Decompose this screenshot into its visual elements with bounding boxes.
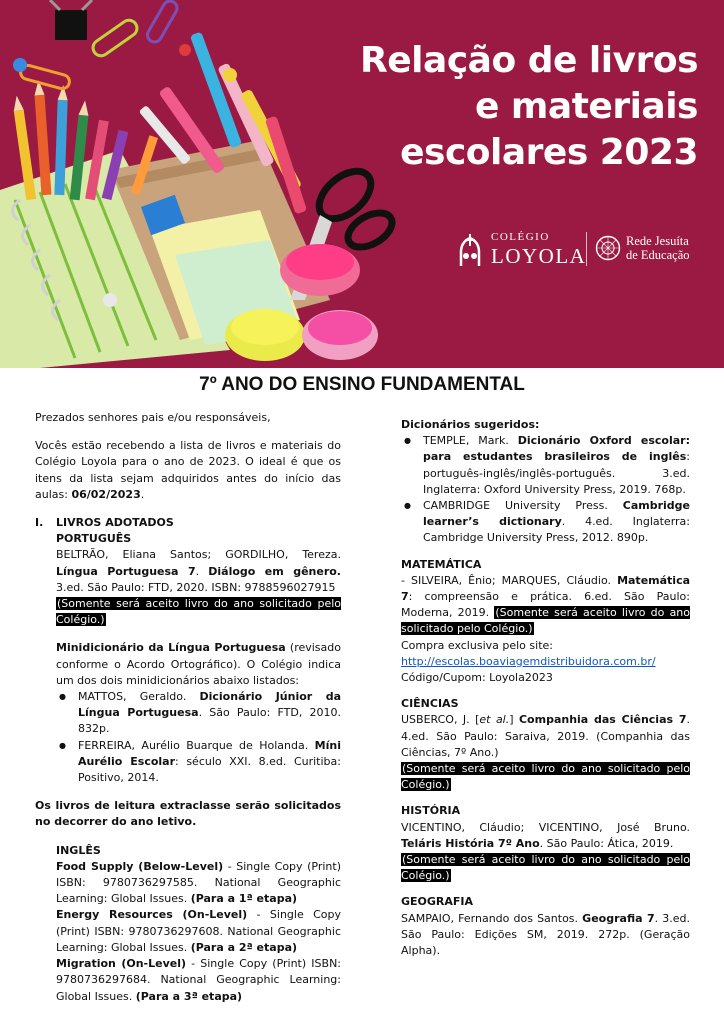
grade-heading: 7º ANO DO ENSINO FUNDAMENTAL <box>199 374 525 395</box>
list-item: ● TEMPLE, Mark. Dicionário Oxford escolar: para estudantes brasileiros de inglês: português-inglês/inglês-português. 3.ed. Inglaterra: Oxford University Press, 2019. 768p. <box>401 433 690 498</box>
logos <box>455 228 717 272</box>
bookstore-link[interactable]: http://escolas.boaviagemdistribuidora.com.br/ <box>401 654 656 668</box>
portugues-title: PORTUGUÊS <box>56 532 132 546</box>
greeting: Prezados senhores pais e/ou responsáveis, <box>35 411 271 424</box>
geografia-title: GEOGRAFIA <box>401 895 474 909</box>
reading-note: Os livros de leitura extraclasse serão solicitados no decorrer do ano letivo. <box>35 799 341 829</box>
dicionarios-sugeridos-list <box>401 433 690 546</box>
minidicionario-paragraph: Minidicionário da Língua Portuguesa (revisado conforme o Acordo Ortográfico). O Colégio indica um dos dois minidicionários abaixo listados: <box>56 641 341 687</box>
ciencias-title: CIÊNCIAS <box>401 697 459 711</box>
portugues-note: (Somente será aceito livro do ano solicitado pelo Colégio.) <box>56 597 341 627</box>
list-item: ● MATTOS, Geraldo. Dicionário Júnior da Língua Portuguesa. São Paulo: FTD, 2010. 832p. <box>56 689 341 738</box>
rede-jesuita-seal-icon <box>595 235 621 261</box>
ingles-item: Food Supply (Below-Level) - Single Copy (Print) ISBN: 9780736297585. National Geographic Learning: Global Issues. (Para a 1ª etapa) <box>56 859 342 906</box>
ingles-item: Energy Resources (On-Level) - Single Copy (Print) ISBN: 9780736297608. National Geographic Learning: Global Issues. (Para a 2ª etapa) <box>56 908 341 954</box>
ciencias-reference: USBERCO, J. [et al.] Companhia das Ciências 7. 4.ed. São Paulo: Saraiva, 2019. (Companhia das Ciências, 7º Ano.) <box>401 713 690 759</box>
school-supplies-illustration <box>0 0 400 368</box>
portugues-section <box>56 531 341 689</box>
colegio-label: COLÉGIO <box>491 231 550 243</box>
portugues-reference: BELTRÃO, Eliana Santos; GORDILHO, Tereza. Língua Portuguesa 7. Diálogo em gênero. 3.ed. São Paulo: FTD, 2020. ISBN: 9788596027915 <box>56 548 341 594</box>
list-item: ● CAMBRIDGE University Press. Cambridge learner’s dictionary. 4.ed. Inglaterra: Cambridge University Press, 2012. 890p. <box>401 498 690 547</box>
minidicionario-list <box>56 689 341 786</box>
matematica-coupon: Código/Cupom: Loyola2023 <box>401 671 553 685</box>
colegio-loyola-logo-icon <box>455 232 485 268</box>
dicionarios-sugeridos-title: Dicionários sugeridos: <box>401 418 540 431</box>
historia-note: (Somente será aceito livro do ano solicitado pelo Colégio.) <box>401 853 690 883</box>
left-column <box>35 410 341 1005</box>
historia-title: HISTÓRIA <box>401 804 461 818</box>
start-date: 06/02/2023 <box>71 487 141 501</box>
ingles-section <box>56 843 341 1005</box>
list-item: ● FERREIRA, Aurélio Buarque de Holanda. Míni Aurélio Escolar: século XXI. 8.ed. Curitiba: Positivo, 2014. <box>56 738 341 787</box>
section-heading: I. LIVROS ADOTADOS <box>35 516 174 530</box>
header-banner <box>0 0 724 368</box>
binder-clip <box>50 0 92 40</box>
matematica-reference: - SILVEIRA, Ênio; MARQUES, Cláudio. Matemática 7: compreensão e prática. 6.ed. São Paulo: Moderna, 2019. (Somente será aceito livro do ano solicitado pelo Colégio.) <box>401 573 691 636</box>
rede-jesuita-label: Rede Jesuíta de Educação <box>626 234 690 262</box>
matematica-url-line <box>401 654 690 670</box>
ingles-item: Migration (On-Level) - Single Copy (Print) ISBN: 9780736297684. National Geographic Learning: Global Issues. (Para a 3ª etapa) <box>56 957 342 1003</box>
loyola-label: LOYOLA <box>491 244 587 268</box>
historia-reference: VICENTINO, Cláudio; VICENTINO, José Bruno. Teláris História 7º Ano. São Paulo: Ática, 2019. <box>401 820 690 850</box>
matematica-title: MATEMÁTICA <box>401 557 482 571</box>
document-title: Relação de livros e materiais escolares 2023 <box>360 40 698 173</box>
ingles-title: INGLÊS <box>56 843 101 857</box>
intro-paragraph: Vocês estão recebendo a lista de livros e materiais do Colégio Loyola para o ano de 2023. O ideal é que os itens da lista sejam adquiridos antes do início das aulas: 06/02/2023. <box>35 439 341 501</box>
matematica-buy-text: Compra exclusiva pelo site: <box>401 638 553 652</box>
right-column <box>401 417 690 959</box>
logo-divider <box>586 232 587 266</box>
geografia-reference: SAMPAIO, Fernando dos Santos. Geografia 7. 3.ed. São Paulo: Edições SM, 2019. 272p. (Geração Alpha). <box>401 911 690 958</box>
paper-clips <box>19 0 180 90</box>
ciencias-note: (Somente será aceito livro do ano solicitado pelo Colégio.) <box>401 762 690 792</box>
